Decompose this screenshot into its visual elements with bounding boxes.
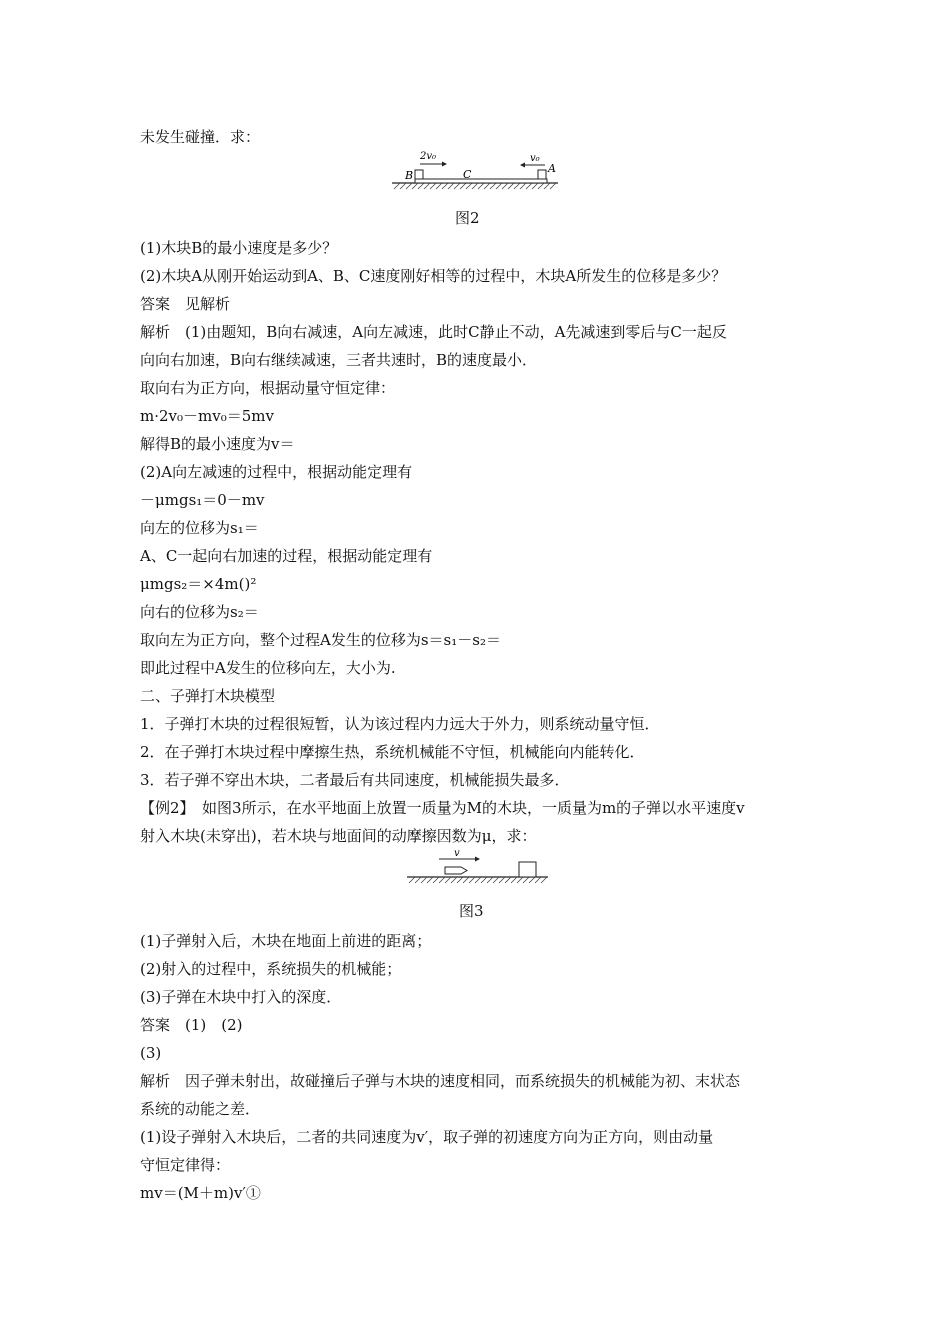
text-line: (1)木块B的最小速度是多少？ [140,239,338,257]
text-line: 1．子弹打木块的过程很短暂，认为该过程内力远大于外力，则系统动量守恒． [140,715,660,733]
text-line: 守恒定律得： [140,1156,231,1174]
wood-block [519,862,536,877]
arrow-left-icon [520,163,525,168]
label-b: B [405,169,414,182]
figure-3-caption: 图3 [459,902,484,920]
text-line: 【例2】 如图3所示，在水平地面上放置一质量为M的木块，一质量为m的子弹以水平速度v [140,799,745,817]
board-c [415,179,547,183]
arrow-right-icon [442,162,447,167]
figure-2-caption: 图2 [455,209,480,227]
bullet-icon [445,867,467,874]
text-line: －μmgs₁＝0－mv [140,491,265,509]
figure-2-diagram [390,148,560,200]
velocity-label-2v0: 2v₀ [420,151,437,162]
text-line: 射入木块(未穿出)，若木块与地面间的动摩擦因数为μ，求： [140,827,537,845]
ground-hatch-icon [409,877,547,883]
text-line: 答案 见解析 [140,295,231,313]
text-line: 系统的动能之差． [140,1100,261,1118]
text-line: (3)子弹在木块中打入的深度． [140,988,342,1006]
text-line: 取向右为正方向，根据动量守恒定律： [140,379,396,397]
text-line: 未发生碰撞．求： [140,128,261,146]
text-line: 解析 (1)由题知，B向右减速，A向左减速，此时C静止不动，A先减速到零后与C一起反 [140,323,727,341]
text-line: 答案 (1) (2) [140,1016,243,1034]
ground-hatch-icon [394,183,556,189]
text-line: (1)设子弹射入木块后，二者的共同速度为v′，取子弹的初速度方向为正方向，则由动量 [140,1128,714,1146]
block-a [538,170,546,179]
velocity-label-v: v [454,848,460,859]
text-line: μmgs₂＝×4m()² [140,575,257,593]
text-line: mv＝(M＋m)v′① [140,1184,261,1202]
label-c: C [463,168,472,181]
text-line: 解析 因子弹未射出，故碰撞后子弹与木块的速度相同，而系统损失的机械能为初、末状态 [140,1072,741,1090]
text-line: 2．在子弹打木块过程中摩擦生热，系统机械能不守恒，机械能向内能转化． [140,743,645,761]
text-line: 3．若子弹不穿出木块，二者最后有共同速度，机械能损失最多． [140,771,570,789]
text-line: A、C一起向右加速的过程，根据动能定理有 [140,547,433,565]
arrow-right-icon [475,857,480,862]
text-line: (2)A向左减速的过程中，根据动能定理有 [140,463,413,481]
text-line: (1)子弹射入后，木块在地面上前进的距离； [140,932,432,950]
text-line: 取向左为正方向，整个过程A发生的位移为s＝s₁－s₂＝ [140,631,501,649]
text-line: m·2v₀－mv₀＝5mv [140,407,274,425]
label-a: A [548,162,556,175]
text-line: (3) [140,1044,162,1062]
text-line: 解得B的最小速度为v＝ [140,435,295,453]
section-heading: 二、子弹打木块模型 [140,687,276,705]
text-line: 向左的位移为s₁＝ [140,519,259,537]
text-line: 向右的位移为s₂＝ [140,603,259,621]
text-line: 即此过程中A发生的位移向左，大小为. [140,659,396,677]
velocity-label-v0: v₀ [530,153,540,164]
block-b [415,170,423,179]
text-line: (2)射入的过程中，系统损失的机械能； [140,960,402,978]
figure-3-diagram [405,847,550,887]
text-line: (2)木块A从刚开始运动到A、B、C速度刚好相等的过程中，木块A所发生的位移是多少？ [140,267,727,285]
text-line: 向向右加速，B向右继续减速，三者共速时，B的速度最小． [140,351,538,369]
